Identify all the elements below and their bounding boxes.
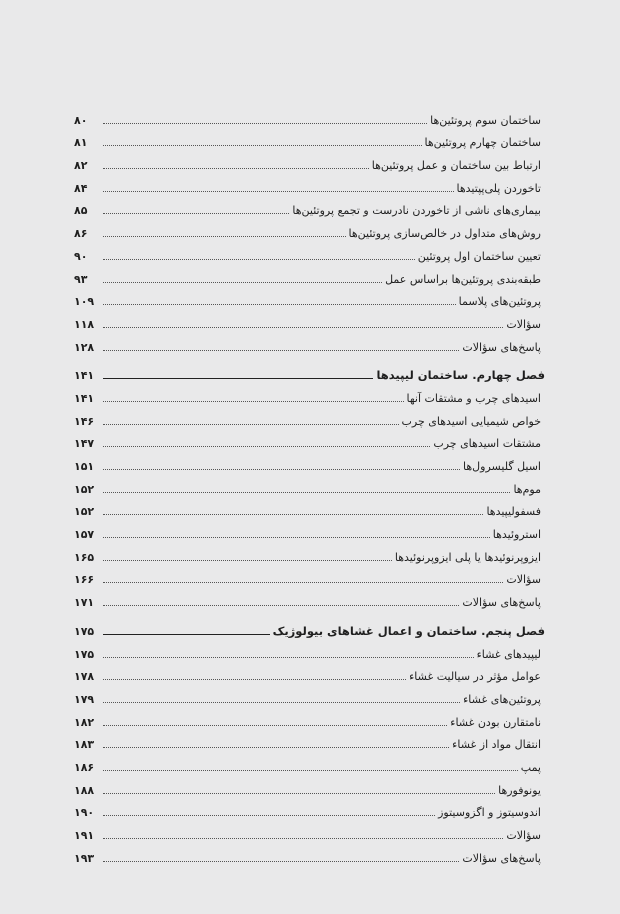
- chapter-title: فصل پنجم. ساختمان و اعمال غشاهای بیولوژیک: [272, 623, 545, 638]
- toc-entry-page: ۸۲: [74, 159, 88, 173]
- toc-entry-page: ۱۸۲: [74, 715, 95, 729]
- toc-entry[interactable]: [74, 707, 545, 730]
- toc-entry-page: ۸۴: [74, 181, 88, 195]
- dot-leader: [103, 258, 415, 260]
- toc-entry-page: ۱۹۳: [74, 851, 95, 865]
- toc-entry-page: ۱۷۱: [74, 596, 95, 610]
- toc-entry-title: ارتباط بین ساختمان و عمل پروتئین‌ها: [371, 159, 541, 173]
- toc-entry-page: ۱۴۱: [74, 391, 95, 405]
- dot-leader: [103, 656, 474, 658]
- toc-entry-title: سؤالات: [506, 829, 541, 842]
- toc-entry-title: مشتقات اسیدهای چرب: [433, 437, 541, 451]
- toc-entry-page: ۱۴۷: [74, 437, 95, 451]
- toc-entry[interactable]: [74, 406, 545, 429]
- toc-entry[interactable]: [74, 843, 545, 866]
- toc-entry-page: ۱۷۸: [74, 670, 95, 684]
- toc-entry-page: ۱۶۶: [74, 573, 95, 587]
- dot-leader: [103, 604, 459, 606]
- toc-entry[interactable]: [74, 820, 545, 843]
- toc-entry-title: پاسخ‌های سؤالات: [462, 596, 541, 610]
- toc-entry-title: پروتئین‌های پلاسما: [458, 295, 541, 309]
- dot-leader: [103, 445, 430, 447]
- toc-entry-page: ۱۱۸: [74, 317, 95, 331]
- toc-entry-page: ۱۵۲: [74, 505, 95, 519]
- toc-entry-title: خواص شیمیایی اسیدهای چرب: [401, 414, 541, 428]
- toc-entry-title: سؤالات: [506, 317, 541, 331]
- toc-entry-title: طبقه‌بندی پروتئین‌ها براساس عمل: [385, 272, 541, 286]
- toc-entry-page: ۸۵: [74, 204, 88, 218]
- toc-entry[interactable]: [74, 497, 545, 520]
- toc-entry[interactable]: [74, 196, 545, 219]
- toc-entry[interactable]: [74, 775, 545, 798]
- toc-entry[interactable]: [74, 128, 545, 151]
- dot-leader: [103, 212, 289, 214]
- toc-entry-page: ۱۲۸: [74, 340, 95, 354]
- dot-leader: [103, 724, 447, 726]
- dot-leader: [103, 281, 382, 283]
- toc-entry-page: ۱۸۶: [74, 760, 95, 774]
- toc-entry-title: ساختمان سوم پروتئین‌ها: [430, 113, 541, 127]
- toc-entry[interactable]: [74, 383, 545, 406]
- solid-leader: [103, 633, 270, 635]
- toc-entry-page: ۸۱: [74, 136, 88, 150]
- toc-entry-title: یونوفورها: [498, 783, 541, 797]
- toc-entry[interactable]: [74, 587, 545, 610]
- dot-leader: [103, 559, 392, 561]
- dot-leader: [103, 513, 483, 515]
- toc-entry[interactable]: [74, 309, 545, 332]
- toc-entry-page: ۱۵۱: [74, 460, 95, 473]
- toc-entry-title: موم‌ها: [513, 482, 541, 496]
- dot-leader: [103, 349, 459, 351]
- toc-entry-title: ساختمان چهارم پروتئین‌ها: [424, 136, 541, 150]
- chapter-page: ۱۷۵: [74, 624, 95, 638]
- toc-entry-title: تعیین ساختمان اول پروتئین: [417, 249, 541, 263]
- toc-entry[interactable]: [74, 662, 545, 685]
- toc-entry-title: سؤالات: [506, 573, 541, 587]
- toc-entry[interactable]: [74, 451, 545, 474]
- dot-leader: [103, 701, 460, 703]
- toc-entry-page: ۸۶: [74, 227, 88, 241]
- chapter-title: فصل چهارم. ساختمان لیپیدها: [376, 368, 545, 383]
- toc-entry[interactable]: [74, 264, 545, 287]
- toc-entry-title: عوامل مؤثر در سیالیت غشاء: [409, 670, 541, 684]
- toc-entry-page: ۱۸۸: [74, 783, 95, 797]
- toc-entry[interactable]: [74, 752, 545, 775]
- dot-leader: [103, 491, 510, 493]
- dot-leader: [103, 400, 404, 402]
- toc-entry-page: ۱۵۲: [74, 482, 95, 496]
- toc-entry-title: نامتقارن بودن غشاء: [450, 715, 541, 729]
- toc-entry-page: ۱۰۹: [74, 295, 95, 309]
- toc-entry[interactable]: [74, 173, 545, 196]
- dot-leader: [103, 814, 435, 816]
- toc-entry-page: ۹۰: [74, 249, 88, 263]
- toc-entry[interactable]: [74, 150, 545, 173]
- toc-entry[interactable]: [74, 105, 545, 128]
- toc-entry-page: ۱۴۶: [74, 414, 95, 428]
- toc-entry[interactable]: [74, 565, 545, 588]
- toc-chapter-heading[interactable]: [74, 361, 545, 384]
- dot-leader: [103, 581, 503, 583]
- toc-entry-page: ۹۳: [74, 272, 88, 286]
- toc-entry-page: ۱۸۳: [74, 738, 95, 752]
- toc-entry-title: لیپیدهای غشاء: [476, 647, 541, 661]
- toc-entry-title: اسیدهای چرب و مشتقات آنها: [406, 391, 541, 405]
- toc-entry-page: ۱۷۵: [74, 647, 95, 661]
- toc-entry[interactable]: [74, 542, 545, 565]
- toc-entry-title: پروتئین‌های غشاء: [463, 692, 541, 706]
- toc-entry-page: ۱۵۷: [74, 528, 95, 542]
- toc-entry[interactable]: [74, 218, 545, 241]
- toc-entry-title: پاسخ‌های سؤالات: [462, 340, 541, 354]
- toc-entry-page: ۱۹۱: [74, 829, 95, 842]
- dot-leader: [103, 792, 495, 794]
- toc-entry-title: فسفولیپیدها: [486, 505, 541, 519]
- toc-entry-page: ۱۹۰: [74, 806, 95, 820]
- toc-chapter-heading[interactable]: [74, 616, 545, 639]
- toc-entry-title: تاخوردن پلی‌پپتیدها: [456, 181, 541, 195]
- toc-entry-title: بیماری‌های ناشی از تاخوردن نادرست و تجمع پروتئین‌ها: [292, 204, 541, 218]
- toc-entry-title: ایزوپرنوئیدها یا پلی ایزوپرنوئیدها: [394, 550, 541, 564]
- chapter-page: ۱۴۱: [74, 369, 95, 383]
- toc-entry[interactable]: [74, 287, 545, 310]
- dot-leader: [103, 190, 454, 192]
- dot-leader: [103, 144, 422, 146]
- dot-leader: [103, 303, 456, 305]
- dot-leader: [103, 860, 459, 862]
- toc-entry-page: ۱۶۵: [74, 550, 95, 564]
- toc-entry-page: ۱۷۹: [74, 692, 95, 706]
- toc-entry[interactable]: [74, 798, 545, 821]
- toc-entry-title: اسیل گلیسرول‌ها: [463, 460, 541, 473]
- toc-entry-title: روش‌های متداول در خالص‌سازی پروتئین‌ها: [348, 227, 541, 241]
- dot-leader: [103, 167, 369, 169]
- solid-leader: [103, 377, 373, 379]
- toc-entry[interactable]: [74, 332, 545, 355]
- toc-entry[interactable]: [74, 241, 545, 264]
- toc-entry[interactable]: [74, 429, 545, 452]
- dot-leader: [103, 235, 346, 237]
- dot-leader: [103, 678, 406, 680]
- toc-entry-title: انتقال مواد از غشاء: [452, 738, 541, 752]
- dot-leader: [103, 423, 399, 425]
- toc-entry-title: پاسخ‌های سؤالات: [462, 851, 541, 865]
- toc-entry[interactable]: [74, 474, 545, 497]
- toc-entry-title: اندوسیتوز و اگزوسیتوز: [438, 806, 541, 820]
- toc-entry[interactable]: [74, 639, 545, 662]
- dot-leader: [103, 769, 518, 771]
- dot-leader: [103, 837, 503, 839]
- dot-leader: [103, 536, 490, 538]
- dot-leader: [103, 746, 449, 748]
- toc-entry[interactable]: [74, 684, 545, 707]
- toc-entry-title: پمپ: [520, 760, 541, 774]
- table-of-contents: [74, 105, 545, 866]
- toc-entry-page: ۸۰: [74, 113, 88, 127]
- dot-leader: [103, 122, 427, 124]
- dot-leader: [103, 326, 503, 328]
- toc-entry-title: استروئیدها: [492, 528, 541, 542]
- toc-entry[interactable]: [74, 730, 545, 753]
- dot-leader: [103, 468, 460, 470]
- toc-entry[interactable]: [74, 519, 545, 542]
